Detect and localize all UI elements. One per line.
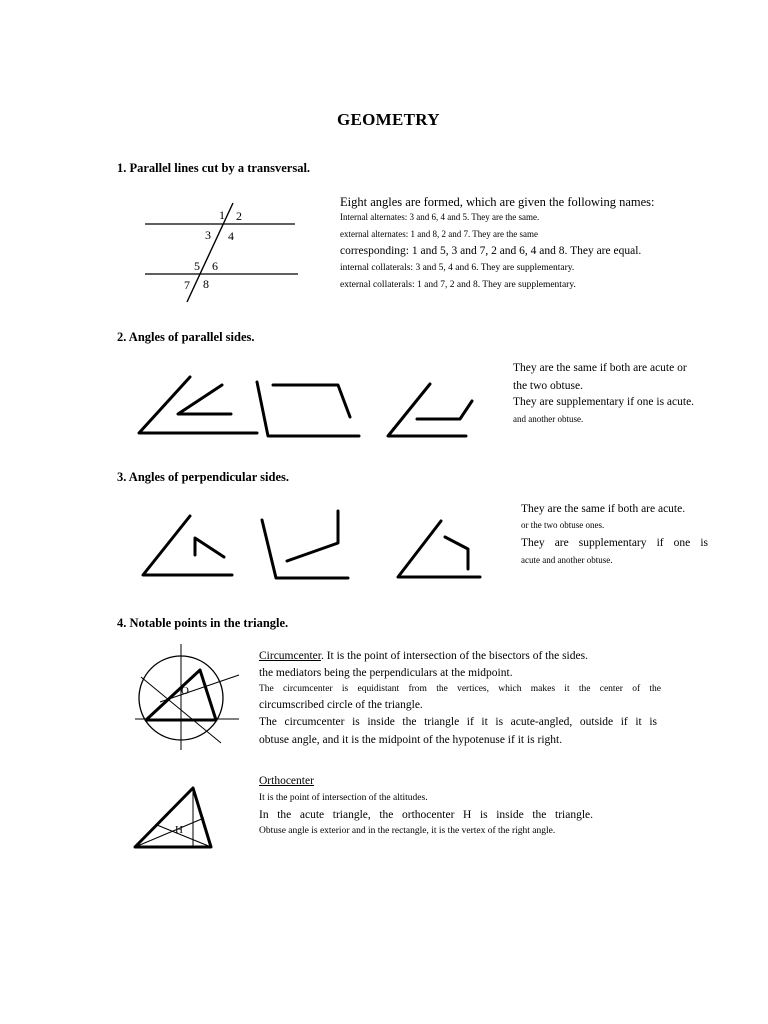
circumcenter-line-1-rest: . It is the point of intersection of the bisectors of the sides. (320, 650, 588, 662)
angle-label-8: 8 (203, 277, 209, 291)
orthocenter-line-1: It is the point of intersection of the altitudes. (259, 793, 428, 803)
section-3-line-2: or the two obtuse ones. (521, 520, 605, 530)
section-1-line-2: Internal alternates: 3 and 6, 4 and 5. They are the same. (340, 212, 540, 222)
circumcenter-line-2: the mediators being the perpendiculars at the midpoint. (259, 667, 513, 679)
section-1-line-5: internal collaterals: 3 and 5, 4 and 6. They are supplementary. (340, 263, 575, 273)
circumcenter-diagram (125, 640, 250, 755)
section-2-line-2: the two obtuse. (513, 380, 583, 392)
section-2-line-1: They are the same if both are acute or (513, 362, 687, 374)
section-3-heading: 3. Angles of perpendicular sides. (117, 470, 290, 484)
angle-label-6: 6 (212, 259, 218, 273)
perpendicular-sides-angles-diagram (135, 505, 485, 585)
circumcenter-term: Circumcenter (259, 650, 321, 662)
section-3-line-3: They are supplementary if one is (521, 537, 708, 549)
page-title: GEOMETRY (337, 110, 440, 129)
section-2-line-4: and another obtuse. (513, 414, 584, 424)
section-3-line-1: They are the same if both are acute. (521, 503, 686, 515)
angle-label-7: 7 (184, 278, 190, 292)
angle-label-3: 3 (205, 228, 211, 242)
orthocenter-diagram (130, 780, 220, 855)
orthocenter-label-h: H (175, 824, 183, 836)
section-4-heading: 4. Notable points in the triangle. (117, 616, 289, 630)
circumcenter-label-o: O (181, 685, 189, 697)
section-3-line-4: acute and another obtuse. (521, 555, 613, 565)
section-2-line-3: They are supplementary if one is acute. (513, 396, 695, 408)
circumcenter-line-1 (259, 650, 588, 662)
section-1-heading: 1. Parallel lines cut by a transversal. (117, 161, 311, 175)
circumcenter-line-3: The circumcenter is equidistant from the vertices, which makes it the center of the (259, 684, 661, 694)
circumcenter-line-4: circumscribed circle of the triangle. (259, 699, 423, 711)
section-2-heading: 2. Angles of parallel sides. (117, 330, 255, 344)
parallel-sides-angles-diagram (130, 370, 510, 445)
section-1-line-4: corresponding: 1 and 5, 3 and 7, 2 and 6, 4 and 8. They are equal. (340, 245, 642, 257)
section-1-line-3: external alternates: 1 and 8, 2 and 7. They are the same (340, 229, 539, 239)
section-1-line-1: Eight angles are formed, which are given the following names: (340, 195, 655, 209)
angle-label-5: 5 (194, 259, 200, 273)
angle-label-1: 1 (219, 208, 225, 222)
circumcenter-line-5: The circumcenter is inside the triangle if it is acute-angled, outside if it is (259, 716, 657, 728)
angle-label-2: 2 (236, 209, 242, 223)
orthocenter-line-3: Obtuse angle is exterior and in the rectangle, it is the vertex of the right angle. (259, 826, 556, 836)
orthocenter-line-2: In the acute triangle, the orthocenter H is inside the triangle. (259, 809, 593, 821)
angle-label-4: 4 (228, 229, 234, 243)
circumcenter-line-6: obtuse angle, and it is the midpoint of the hypotenuse if it is right. (259, 734, 563, 746)
section-1-line-6: external collaterals: 1 and 7, 2 and 8. They are supplementary. (340, 280, 576, 290)
orthocenter-term: Orthocenter (259, 775, 314, 787)
parallel-lines-transversal-diagram (140, 198, 310, 308)
